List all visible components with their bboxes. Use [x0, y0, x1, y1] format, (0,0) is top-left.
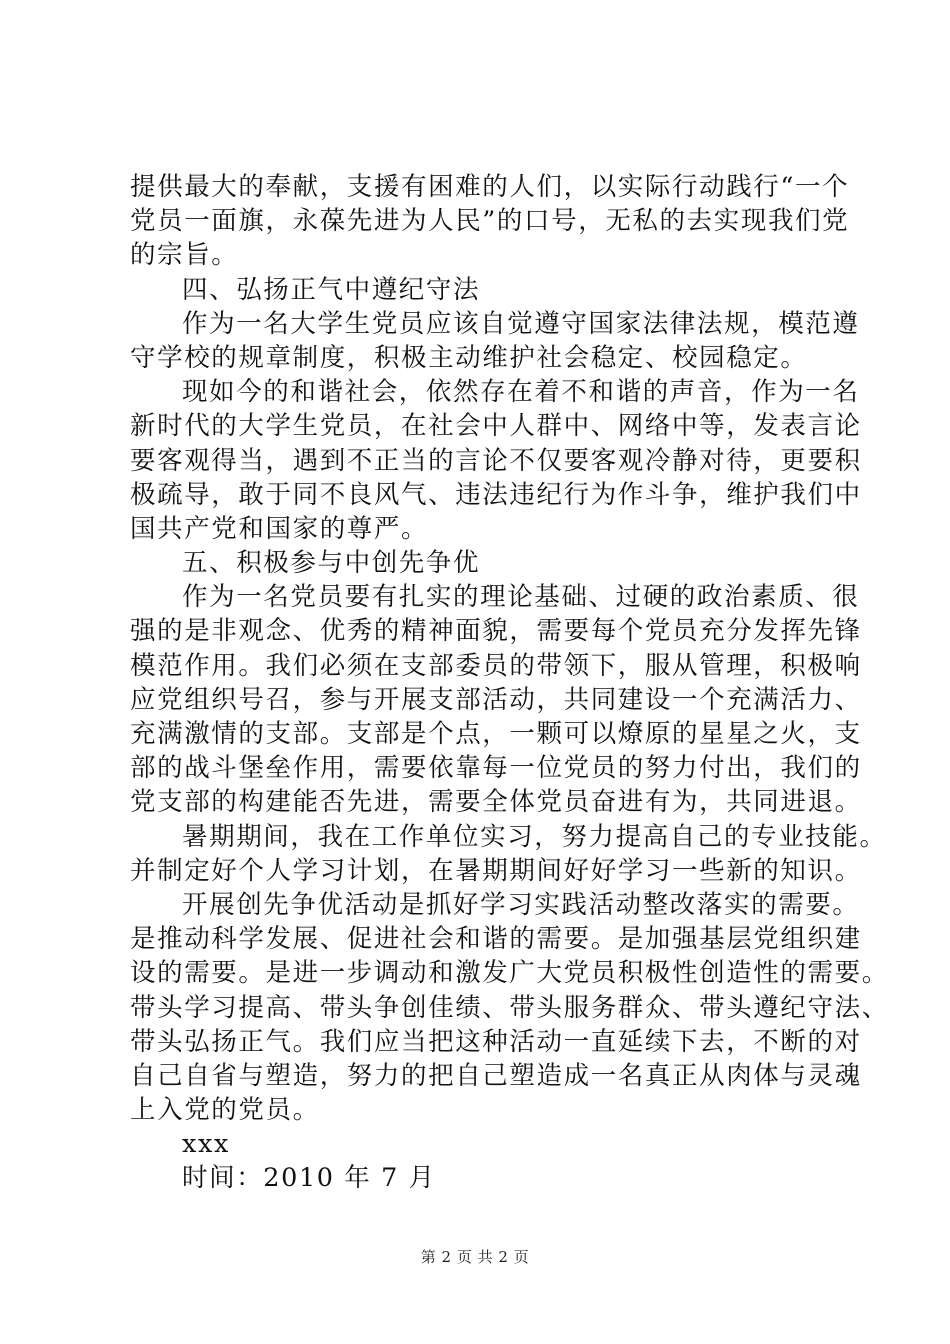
text-line: 作为一名党员要有扎实的理论基础、过硬的政治素质、很: [182, 582, 860, 613]
text-line: 党员一面旗，永葆先进为人民”的口号，无私的去实现我们党: [130, 206, 850, 237]
document-body: [130, 170, 889, 1196]
date-line: 时间：2010 年 7 月: [182, 1163, 436, 1194]
text-line: 强的是非观念、优秀的精神面貌，需要每个党员充分发挥先锋: [130, 616, 862, 647]
text-line: 带头学习提高、带头争创佳绩、带头服务群众、带头遵纪守法、: [130, 992, 889, 1023]
text-line: 自己自省与塑造，努力的把自己塑造成一名真正从肉体与灵魂: [130, 1060, 862, 1091]
text-line: 守学校的规章制度，积极主动维护社会稳定、校园稳定。: [130, 342, 808, 373]
section-heading: 五、积极参与中创先争优: [182, 548, 481, 579]
author-name: xxx: [182, 1129, 230, 1160]
text-line: 部的战斗堡垒作用，需要依靠每一位党员的努力付出，我们的: [130, 753, 862, 784]
text-line: 提供最大的奉献，支援有困难的人们，以实际行动践行“一个: [130, 172, 850, 202]
text-line: 充满激情的支部。支部是个点，一颗可以燎原的星星之火，支: [130, 719, 862, 749]
text-line: 要客观得当，遇到不正当的言论不仅要客观冷静对待，更要积: [130, 445, 862, 476]
text-line: 并制定好个人学习计划，在暑期期间好好学习一些新的知识。: [130, 855, 862, 886]
text-line: 作为一名大学生党员应该自觉遵守国家法律法规，模范遵: [182, 308, 860, 339]
text-line: 暑期期间，我在工作单位实习，努力提高自己的专业技能。: [182, 821, 887, 852]
text-line: 带头弘扬正气。我们应当把这种活动一直延续下去，不断的对: [130, 1026, 862, 1057]
text-line: 党支部的构建能否先进，需要全体党员奋进有为，共同进退。: [130, 787, 862, 818]
text-line: 开展创先争优活动是抓好学习实践活动整改落实的需要。: [182, 889, 860, 920]
text-line: 模范作用。我们必须在支部委员的带领下，服从管理，积极响: [130, 650, 862, 681]
text-line: 是推动科学发展、促进社会和谐的需要。是加强基层党组织建: [130, 924, 862, 955]
text-line: 极疏导，敢于同不良风气、违法违纪行为作斗争，维护我们中: [130, 479, 862, 510]
text-line: 的宗旨。: [130, 240, 239, 271]
text-line: 上入党的党员。: [130, 1095, 320, 1126]
text-line: 新时代的大学生党员，在社会中人群中、网络中等，发表言论: [130, 411, 862, 442]
text-line: 现如今的和谐社会，依然存在着不和谐的声音，作为一名: [182, 377, 860, 408]
text-line: 国共产党和国家的尊严。: [130, 513, 429, 544]
page-number: 第 2 页 共 2 页: [420, 1248, 530, 1266]
text-line: 应党组织号召，参与开展支部活动，共同建设一个充满活力、: [130, 684, 862, 715]
text-line: 设的需要。是进一步调动和激发广大党员积极性创造性的需要。: [130, 958, 889, 989]
section-heading: 四、弘扬正气中遵纪守法: [182, 274, 481, 305]
